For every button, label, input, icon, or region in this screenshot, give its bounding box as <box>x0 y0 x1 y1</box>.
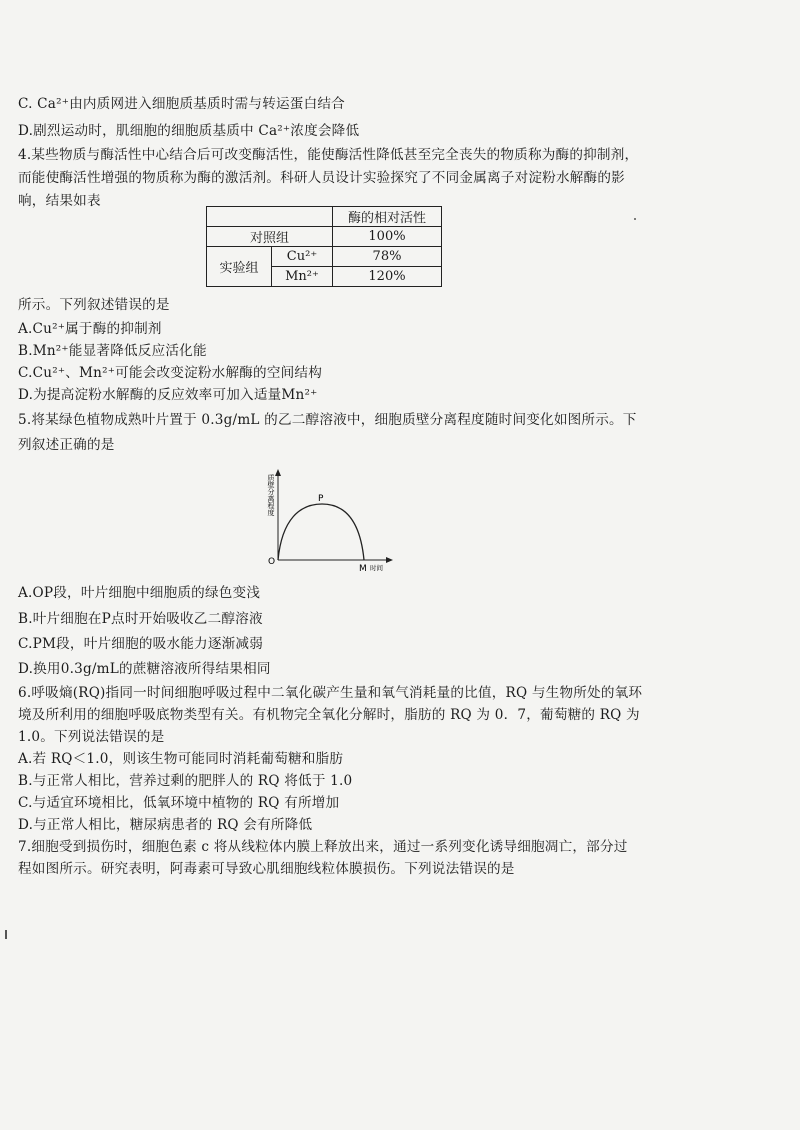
experiment-label: 实验组 <box>207 247 272 287</box>
q4-stem-line-3: 响，结果如表 <box>18 193 101 209</box>
q7-stem-line-2: 程如图所示。研究表明，阿毒素可导致心肌细胞线粒体膜损伤。下列说法错误的是 <box>18 861 515 877</box>
q4-stem-line-4: 所示。下列叙述错误的是 <box>18 297 170 313</box>
q6-stem-line-1: 6.呼吸熵(RQ)指同一时间细胞呼吸过程中二氧化碳产生量和氧气消耗量的比值，RQ 与生物所处的氧环 <box>18 685 643 701</box>
q5-stem-line-1: 5.将某绿色植物成熟叶片置于 0.3g/mL 的乙二醇溶液中，细胞质壁分离程度随时间变化如图所示。下 <box>18 412 637 428</box>
q5-option-c: C.PM段，叶片细胞的吸水能力逐渐减弱 <box>18 636 264 652</box>
scan-mark <box>5 930 7 939</box>
graph-xlabel: 时间 <box>370 564 383 572</box>
q6-option-b: B.与正常人相比，营养过剩的肥胖人的 RQ 将低于 1.0 <box>18 773 353 789</box>
q4-option-b: B.Mn²⁺能显著降低反应活化能 <box>18 343 207 359</box>
graph-origin-label: O <box>268 557 276 567</box>
control-value: 100% <box>333 227 442 247</box>
table-header: 酶的相对活性 <box>333 207 442 227</box>
q5-option-d: D.换用0.3g/mL的蔗糖溶液所得结果相同 <box>18 661 271 677</box>
enzyme-activity-table <box>206 206 442 287</box>
q4-option-c: C.Cu²⁺、Mn²⁺可能会改变淀粉水解酶的空间结构 <box>18 365 323 381</box>
graph-end-label: M <box>359 564 367 574</box>
q6-option-a: A.若 RQ＜1.0，则该生物可能同时消耗葡萄糖和脂肪 <box>18 751 344 767</box>
mn-label: Mn²⁺ <box>272 267 333 287</box>
table-row <box>207 207 442 227</box>
q6-stem-line-2: 境及所利用的细胞呼吸底物类型有关。有机物完全氧化分解时，脂肪的 RQ 为 0．7，葡萄糖的 RQ 为 <box>18 707 640 723</box>
table-cell-empty <box>207 207 333 227</box>
mn-value: 120% <box>333 267 442 287</box>
q4-option-d: D.为提高淀粉水解酶的反应效率可加入适量Mn²⁺ <box>18 387 318 403</box>
q4-stem-line-1: 4.某些物质与酶活性中心结合后可改变酶活性，能使酶活性降低甚至完全丧失的物质称为酶的抑制剂， <box>18 147 639 163</box>
q5-option-a: A.OP段，叶片细胞中细胞质的绿色变浅 <box>18 585 261 601</box>
graph-ylabel: 质壁分离程度 <box>267 474 275 516</box>
table-row <box>207 247 442 267</box>
scan-speck <box>634 218 636 220</box>
cu-value: 78% <box>333 247 442 267</box>
table-row <box>207 227 442 247</box>
q5-stem-line-2: 列叙述正确的是 <box>18 437 115 453</box>
q6-stem-line-3: 1.0。下列说法错误的是 <box>18 729 165 745</box>
q5-option-b: B.叶片细胞在P点时开始吸收乙二醇溶液 <box>18 611 263 627</box>
graph-peak-label: P <box>318 494 324 504</box>
q7-stem-line-1: 7.细胞受到损伤时，细胞色素 c 将从线粒体内膜上释放出来，通过一系列变化诱导细胞凋亡，部分过 <box>18 839 628 855</box>
graph-y-arrow <box>275 469 281 476</box>
plasmolysis-graph <box>260 464 400 574</box>
q6-option-d: D.与正常人相比，糖尿病患者的 RQ 会有所降低 <box>18 817 313 833</box>
graph-x-arrow <box>386 557 393 563</box>
control-label: 对照组 <box>207 227 333 247</box>
graph-curve <box>278 504 364 560</box>
cu-label: Cu²⁺ <box>272 247 333 267</box>
q3-option-c: C. Ca²⁺由内质网进入细胞质基质时需与转运蛋白结合 <box>18 96 345 112</box>
q4-option-a: A.Cu²⁺属于酶的抑制剂 <box>18 321 162 337</box>
q4-stem-line-2: 而能使酶活性增强的物质称为酶的激活剂。科研人员设计实验探究了不同金属离子对淀粉水解酶的影 <box>18 170 625 186</box>
q3-option-d: D.剧烈运动时，肌细胞的细胞质基质中 Ca²⁺浓度会降低 <box>18 123 360 139</box>
q6-option-c: C.与适宜环境相比，低氧环境中植物的 RQ 有所增加 <box>18 795 340 811</box>
